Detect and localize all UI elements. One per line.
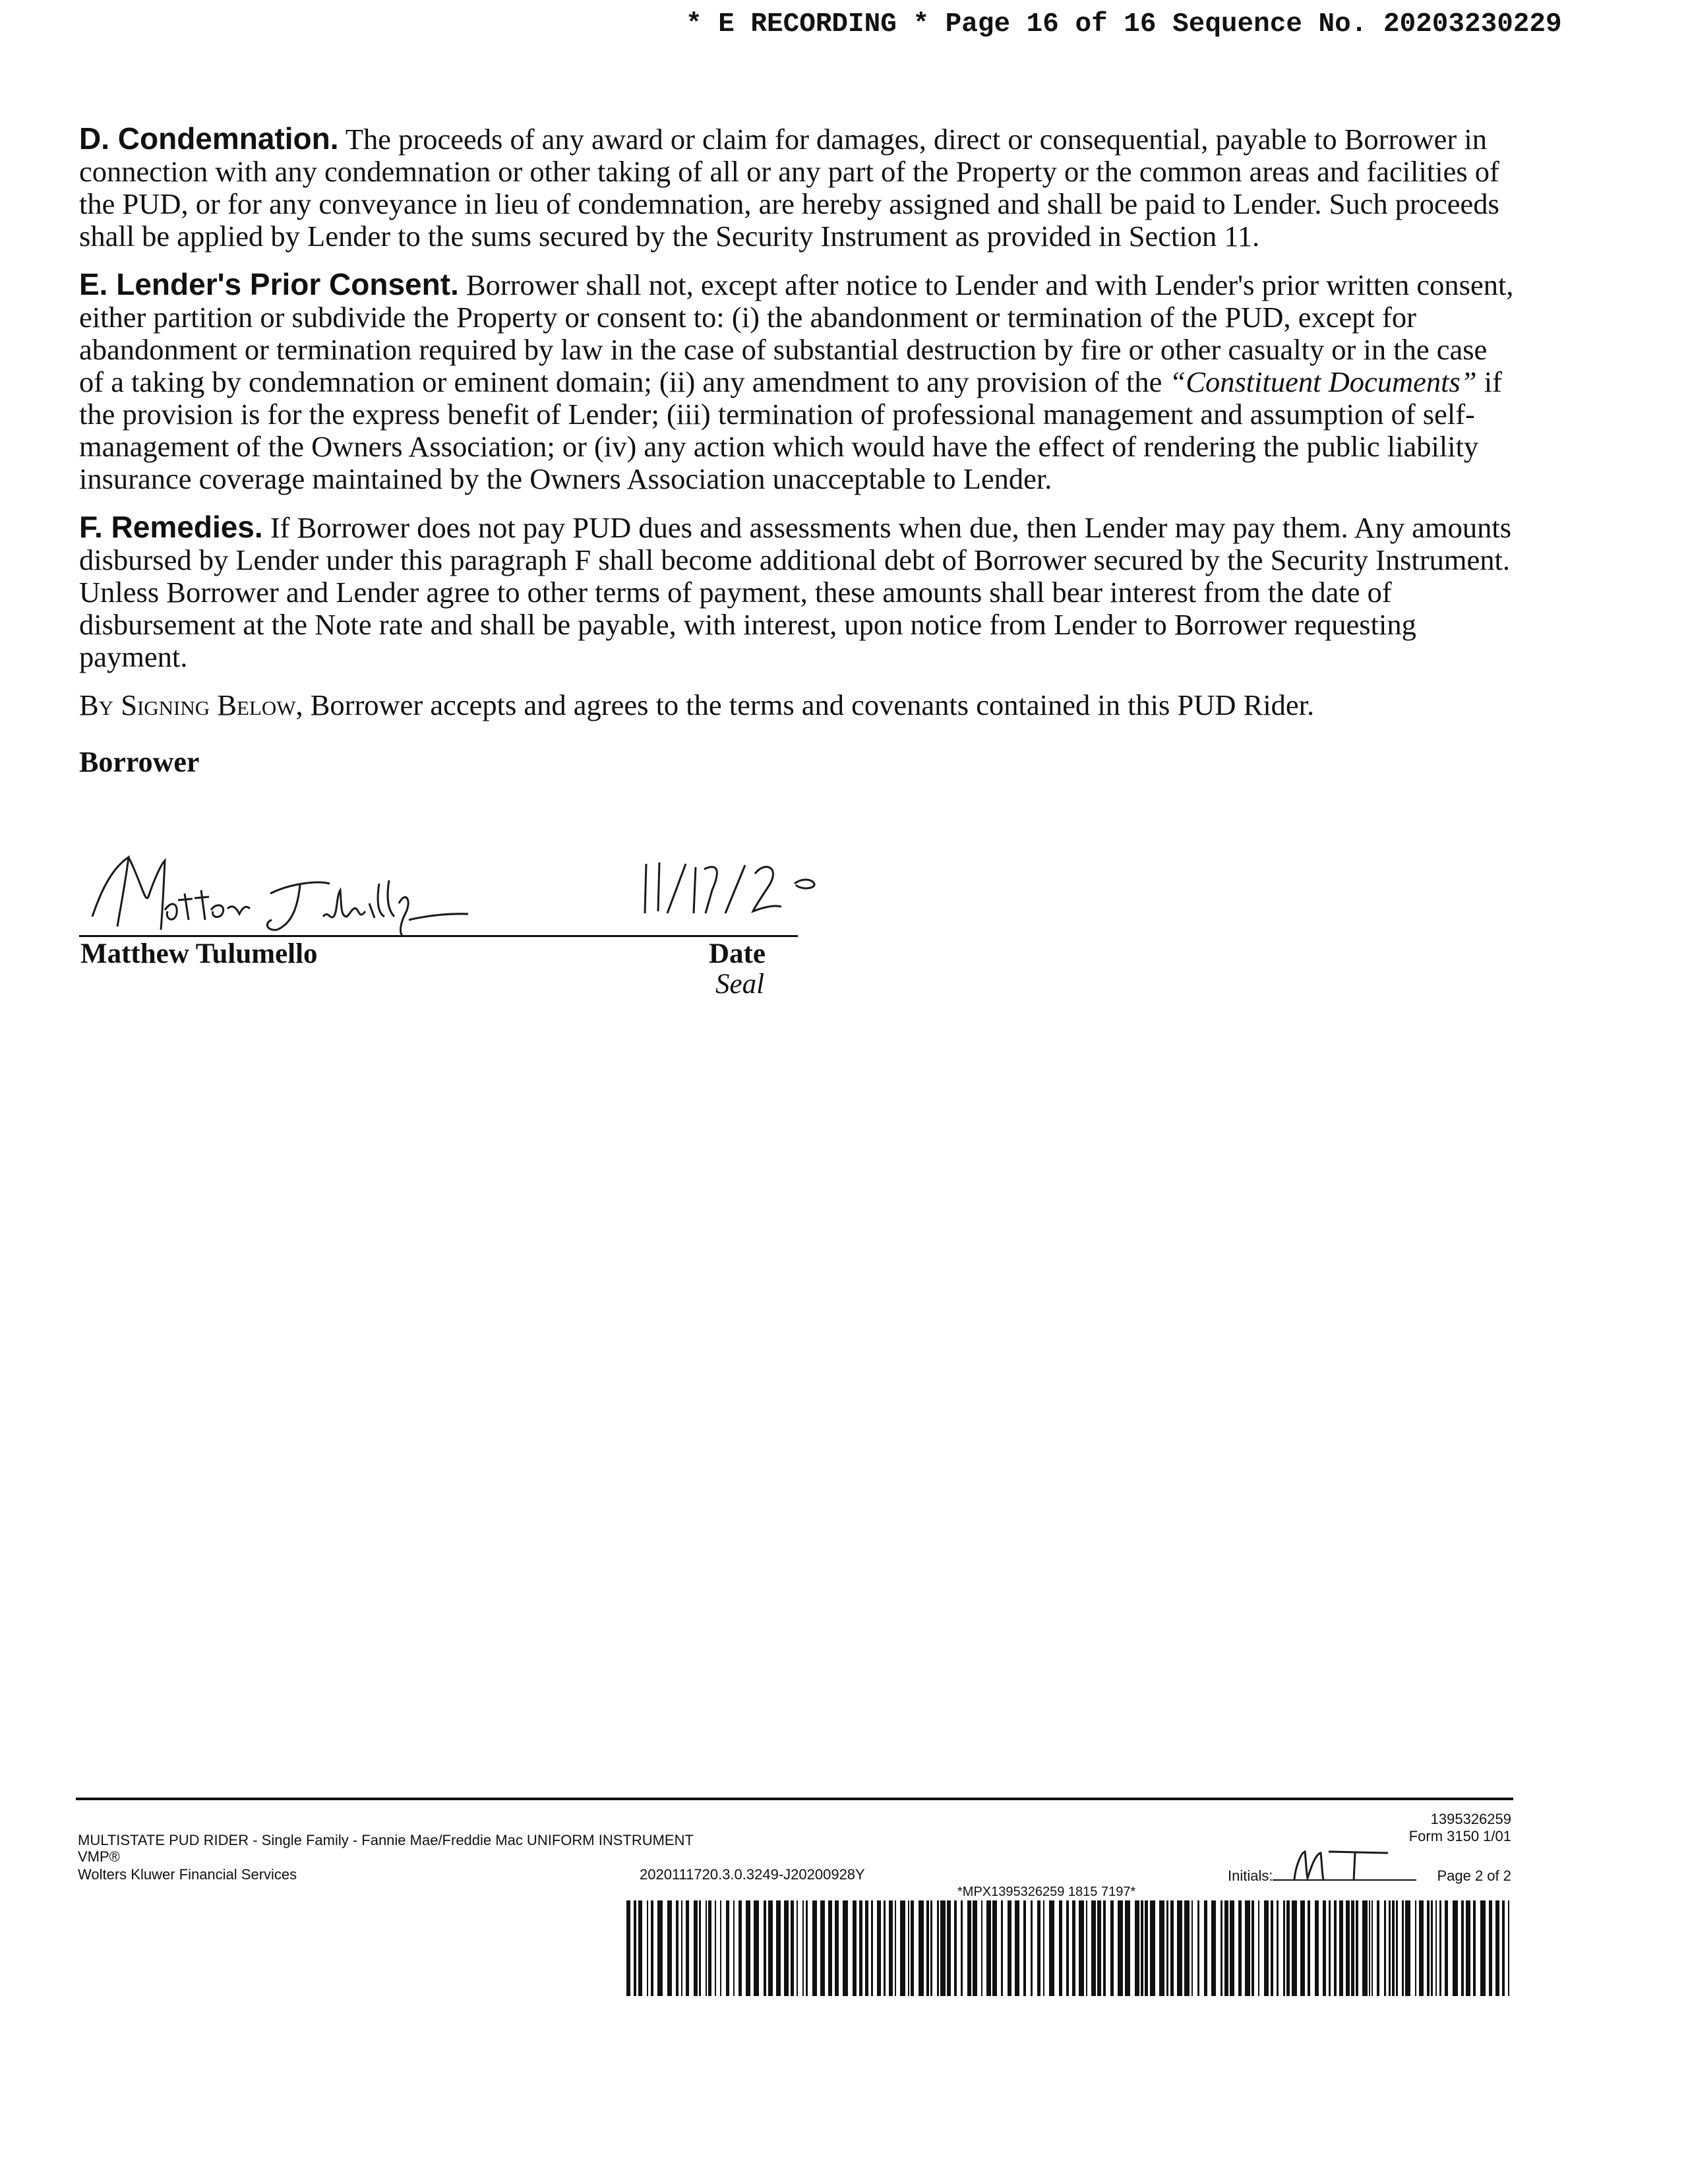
barcode-bar [1204, 1900, 1207, 1996]
barcode-bar [1445, 1900, 1448, 1996]
barcode-bar [1135, 1900, 1139, 1996]
section-e-text-after: if the provision is for the express benefit of Lender; (iii) termination of professional management and assumption of self-management of the Owners Association; or (iv) any action which would have the effect of rendering the public liability insurance coverage maintained by the Owners Association unacceptable to Lender. [79, 365, 1502, 495]
barcode-bar [784, 1900, 789, 1996]
barcode-bar [1221, 1900, 1222, 1996]
barcode-bar [1091, 1900, 1096, 1996]
barcode-bar [986, 1900, 991, 1996]
footer-vmp: VMP® [78, 1848, 120, 1865]
barcode-bar [835, 1900, 839, 1996]
barcode-bar [1125, 1900, 1130, 1996]
borrower-heading: Borrower [79, 746, 200, 778]
barcode-bar [1334, 1900, 1337, 1996]
barcode-bar [651, 1900, 653, 1996]
barcode-bar [746, 1900, 750, 1996]
section-f [79, 511, 1517, 673]
barcode-bar [1271, 1900, 1273, 1996]
barcode-bar [1184, 1900, 1190, 1996]
initials-label: Initials: [1228, 1867, 1273, 1884]
barcode-bar [1419, 1900, 1424, 1996]
barcode-bar [715, 1900, 716, 1996]
document-body [79, 123, 1517, 779]
footer-doc-code: 2020111720.3.0.3249-J20200928Y [640, 1866, 865, 1883]
barcode-bar [1097, 1900, 1101, 1996]
barcode-bar [1323, 1900, 1326, 1996]
barcode-bar [1001, 1900, 1003, 1996]
barcode-bar [657, 1900, 663, 1996]
barcode-bar [1224, 1900, 1228, 1996]
barcode-bar [726, 1900, 729, 1996]
barcode-bar [1245, 1900, 1250, 1996]
barcode-bar [1480, 1900, 1486, 1996]
barcode-bar [1049, 1900, 1054, 1996]
footer-page-number: Page 2 of 2 [1437, 1867, 1511, 1884]
barcode-bar [802, 1900, 804, 1996]
barcode-bar [859, 1900, 862, 1996]
signing-statement [79, 689, 1517, 721]
barcode-bar [992, 1900, 997, 1996]
barcode-bar [1362, 1900, 1368, 1996]
barcode-bar [708, 1900, 711, 1996]
barcode-bar [1405, 1900, 1410, 1996]
barcode-bar [1166, 1900, 1168, 1996]
barcode-bar [676, 1900, 678, 1996]
barcode-bar [699, 1900, 701, 1996]
barcode-bar [937, 1900, 939, 1996]
barcode-bar [1031, 1900, 1033, 1996]
barcode-bar [1396, 1900, 1398, 1996]
section-e-italic-term: “Constituent Documents” [1169, 365, 1477, 398]
barcode-bar [1110, 1900, 1114, 1996]
barcode-bar [791, 1900, 794, 1996]
barcode-bar [1277, 1900, 1279, 1996]
section-d [79, 123, 1517, 253]
barcode-bar [1023, 1900, 1026, 1996]
barcode-bar [1372, 1900, 1373, 1996]
barcode-bar [686, 1900, 689, 1996]
barcode-bar [871, 1900, 873, 1996]
barcode-bar [930, 1900, 932, 1996]
barcode-bar [1086, 1900, 1087, 1996]
barcode-bar [1508, 1900, 1509, 1996]
section-e [79, 268, 1517, 495]
barcode-bar [1286, 1900, 1290, 1996]
barcode-bar [1489, 1900, 1492, 1996]
barcode-bar [1427, 1900, 1430, 1996]
barcode-bar [1251, 1900, 1254, 1996]
barcode-bar [926, 1900, 929, 1996]
barcode-bar [1118, 1900, 1123, 1996]
barcode-bar [812, 1900, 817, 1996]
barcode-bar [634, 1900, 636, 1996]
barcode-bar [776, 1900, 781, 1996]
footer-rule [76, 1798, 1513, 1800]
footer-loan-number: 1395326259 [1430, 1811, 1511, 1827]
barcode-bar [681, 1900, 682, 1996]
barcode-bar [1145, 1900, 1148, 1996]
signing-text: Borrower accepts and agrees to the terms and covenants contained in this PUD Rider. [303, 688, 1315, 721]
barcode-bar [1150, 1900, 1155, 1996]
seal-label: Seal [715, 969, 765, 1000]
barcode-bar [947, 1900, 951, 1996]
barcode-bar [806, 1900, 808, 1996]
signing-lead: By Signing Below, [79, 688, 303, 721]
borrower-name: Matthew Tulumello [80, 938, 318, 969]
barcode-bar [1191, 1900, 1193, 1996]
barcode-bar [919, 1900, 924, 1996]
barcode-bar [973, 1900, 977, 1996]
barcode-bar [1415, 1900, 1416, 1996]
barcode-bar [638, 1900, 642, 1996]
barcode-bar [1315, 1900, 1319, 1996]
handwritten-signature [79, 837, 475, 950]
barcode-bar [1351, 1900, 1354, 1996]
barcode-bar [1495, 1900, 1499, 1996]
date-label: Date [709, 938, 766, 969]
barcode-bar [981, 1900, 982, 1996]
initials-line [1273, 1879, 1416, 1881]
barcode-bar [1466, 1900, 1470, 1996]
section-e-text-before: Borrower shall not, except after notice to Lender and with Lender's prior written consent, either partition or subdivide the Property or consent to: (i) the abandonment or termination of the PUD, except for abandonment or termination required by law in the case of substantial destruction by fire or other casualty or in the case of a taking by condemnation or eminent domain; (ii) any amendment to any provision of the [79, 268, 1514, 398]
barcode-bar [1177, 1900, 1182, 1996]
handwritten-date [633, 851, 844, 930]
barcode-bar [1329, 1900, 1331, 1996]
barcode-bar [1346, 1900, 1350, 1996]
barcode-bar [1292, 1900, 1297, 1996]
barcode-bar [900, 1900, 905, 1996]
barcode-bar [1502, 1900, 1505, 1996]
barcode-bar [1008, 1900, 1011, 1996]
barcode-bar [1369, 1900, 1370, 1996]
barcode-bar [797, 1900, 798, 1996]
barcode-bar [940, 1900, 946, 1996]
barcode-bar [1435, 1900, 1437, 1996]
recording-stamp: * E RECORDING * Page 16 of 16 Sequence No. 20203230229 [686, 9, 1562, 40]
barcode-bar [1079, 1900, 1084, 1996]
footer-publisher: Wolters Kluwer Financial Services [78, 1866, 297, 1883]
barcode-bar [911, 1900, 914, 1996]
barcode-bar [1230, 1900, 1234, 1996]
barcode-bar [694, 1900, 698, 1996]
section-f-heading: F. Remedies. [79, 510, 263, 544]
barcode-bar [1453, 1900, 1458, 1996]
barcode-bar [1356, 1900, 1358, 1996]
barcode-bar [1103, 1900, 1106, 1996]
barcode-bar [1389, 1900, 1391, 1996]
barcode-bar [1043, 1900, 1044, 1996]
barcode-bar [1037, 1900, 1040, 1996]
barcode-bar [961, 1900, 963, 1996]
barcode-bar [1211, 1900, 1216, 1996]
barcode-bar [967, 1900, 971, 1996]
barcode-bar [1339, 1900, 1343, 1996]
barcode-bar [820, 1900, 825, 1996]
barcode-bar [954, 1900, 957, 1996]
barcode-bar [1473, 1900, 1476, 1996]
barcode [626, 1900, 1511, 1996]
section-d-text: The proceeds of any award or claim for damages, direct or consequential, payable to Borrower in connection with any condemnation or other taking of all or any part of the Property or the common areas and facilities of the PUD, or for any conveyance in lieu of condemnation, are hereby assigned and shall be paid to Lender. Such proceeds shall be applied by Lender to the sums secured by the Security Instrument as provided in Section 11. [79, 123, 1499, 253]
section-f-text: If Borrower does not pay PUD dues and assessments when due, then Lender may pay them. Any amounts disbursed by Lender under this paragraph F shall become additional debt of Borrower secured by the Security Instrument. Unless Borrower and Lender agree to other terms of payment, these amounts shall bear interest from the date of disbursement at the Note rate and shall be payable, with interest, upon notice from Lender to Borrower requesting payment. [79, 511, 1512, 673]
barcode-bar [1159, 1900, 1164, 1996]
barcode-bar [828, 1900, 832, 1996]
barcode-bar [1308, 1900, 1310, 1996]
barcode-bar [1141, 1900, 1143, 1996]
barcode-bar [1402, 1900, 1404, 1996]
barcode-bar [720, 1900, 721, 1996]
barcode-bar [895, 1900, 896, 1996]
barcode-bar [647, 1900, 648, 1996]
barcode-bar [1170, 1900, 1174, 1996]
barcode-bar [706, 1900, 707, 1996]
barcode-bar [908, 1900, 909, 1996]
barcode-bar [764, 1900, 766, 1996]
signature-block [79, 837, 818, 1009]
barcode-bar [889, 1900, 893, 1996]
footer-form-title: MULTISTATE PUD RIDER - Single Family - Fannie Mae/Freddie Mac UNIFORM INSTRUMENT [78, 1832, 694, 1848]
barcode-bar [853, 1900, 857, 1996]
barcode-bar [1264, 1900, 1269, 1996]
barcode-bar [1197, 1900, 1199, 1996]
barcode-bar [754, 1900, 759, 1996]
barcode-bar [1072, 1900, 1075, 1996]
barcode-bar [733, 1900, 735, 1996]
section-e-heading: E. Lender's Prior Consent. [79, 267, 459, 301]
barcode-bar [768, 1900, 773, 1996]
barcode-bar [626, 1900, 630, 1996]
section-d-heading: D. Condemnation. [79, 121, 339, 156]
barcode-bar [1377, 1900, 1379, 1996]
barcode-bar [1392, 1900, 1395, 1996]
barcode-bar [1384, 1900, 1386, 1996]
barcode-bar [1066, 1900, 1069, 1996]
signature-line [79, 935, 798, 937]
barcode-bar [1258, 1900, 1259, 1996]
barcode-bar [865, 1900, 868, 1996]
barcode-bar [884, 1900, 886, 1996]
barcode-bar [1439, 1900, 1441, 1996]
barcode-bar [1300, 1900, 1305, 1996]
barcode-bar [1015, 1900, 1019, 1996]
barcode-bar [667, 1900, 672, 1996]
barcode-bar [1283, 1900, 1285, 1996]
barcode-bar [738, 1900, 742, 1996]
barcode-bar [1059, 1900, 1062, 1996]
barcode-bar [1431, 1900, 1433, 1996]
barcode-bar [843, 1900, 848, 1996]
barcode-bar [1461, 1900, 1464, 1996]
barcode-text: *MPX1395326259 1815 7197* [957, 1885, 1136, 1899]
barcode-bar [877, 1900, 881, 1996]
barcode-bar [1238, 1900, 1242, 1996]
footer-form-number: Form 3150 1/01 [1408, 1828, 1511, 1844]
